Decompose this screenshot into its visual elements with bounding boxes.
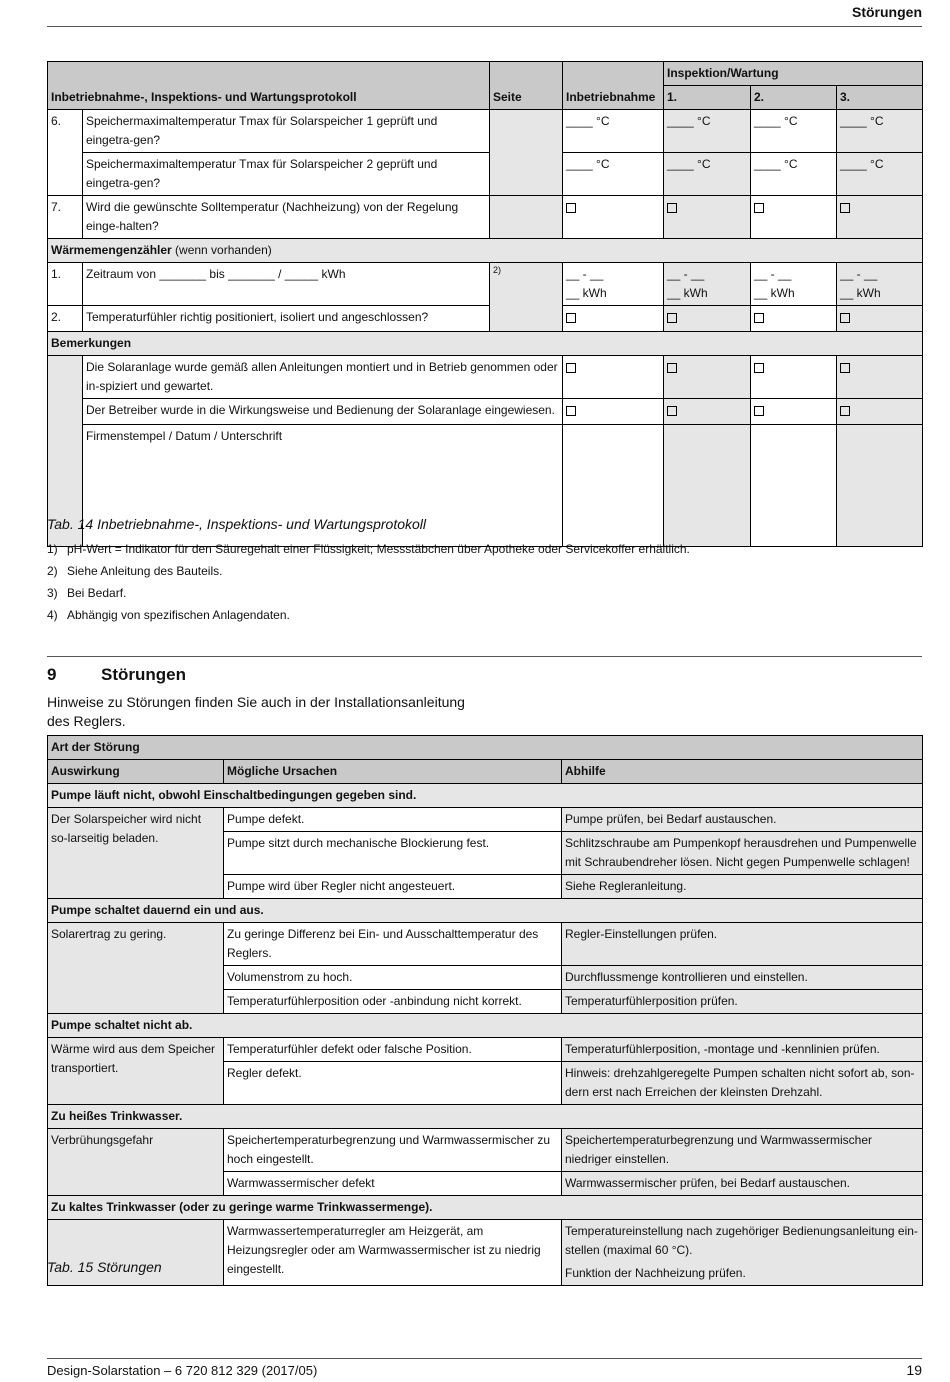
section-title: Wärmemengenzähler (51, 243, 172, 257)
seite-footnote-ref: 2) (490, 263, 563, 332)
group-title: Pumpe läuft nicht, obwohl Einschaltbedingungen gegeben sind. (48, 784, 923, 808)
remedy-cell: Temperaturfühlerposition prüfen. (562, 990, 923, 1014)
row-text: Wird die gewünschte Solltemperatur (Nachheizung) von der Regelung einge-halten? (83, 196, 490, 239)
table-header-row (48, 62, 923, 86)
checkbox-icon[interactable] (566, 313, 576, 323)
checkbox-cell[interactable] (837, 399, 923, 425)
temp-field[interactable]: ____ °C (751, 110, 837, 153)
remedy-cell: Speichertemperaturbegrenzung und Warmwassermischer niedriger einstellen. (562, 1129, 923, 1172)
effect-cell: Wärme wird aus dem Speicher transportiert. (48, 1038, 224, 1105)
footnote (47, 564, 222, 578)
checkbox-icon[interactable] (840, 203, 850, 213)
section-row-waermemengenzaehler (48, 239, 923, 263)
remedy-cell: Pumpe prüfen, bei Bedarf austauschen. (562, 808, 923, 832)
row-text: Speichermaximaltemperatur Tmax für Solarspeicher 2 geprüft und eingetra-gen? (83, 153, 490, 196)
row-text: Speichermaximaltemperatur Tmax für Solarspeicher 1 geprüft und eingetra-gen? (83, 110, 490, 153)
cause-cell: Speichertemperaturbegrenzung und Warmwassermischer zu hoch eingestellt. (224, 1129, 562, 1172)
footnote-text: Siehe Anleitung des Bauteils. (67, 564, 223, 578)
signature-field[interactable] (751, 425, 837, 547)
footnote (47, 608, 290, 622)
section-rule (47, 656, 922, 657)
remedy-cell: Regler-Einstellungen prüfen. (562, 923, 923, 966)
page-number: 19 (906, 1362, 922, 1378)
kwh-field[interactable] (664, 263, 751, 306)
header-ursachen: Mögliche Ursachen (224, 760, 562, 784)
table-header-row (48, 760, 923, 784)
section-row-bemerkungen (48, 332, 923, 356)
temp-field[interactable]: ____ °C (837, 110, 923, 153)
checkbox-cell[interactable] (837, 356, 923, 399)
group-title-row (48, 784, 923, 808)
table-row (48, 1129, 923, 1172)
effect-cell: Der Solarspeicher wird nicht so-larseitig beladen. (48, 808, 224, 899)
footnote-text: Bei Bedarf. (67, 586, 127, 600)
group-title-row (48, 1105, 923, 1129)
group-title: Pumpe schaltet nicht ab. (48, 1014, 923, 1038)
cause-cell: Pumpe defekt. (224, 808, 562, 832)
header-col-2: 2. (751, 86, 837, 110)
checkbox-icon[interactable] (667, 406, 677, 416)
kwh-value: __ kWh (667, 286, 708, 300)
kwh-value: __ kWh (566, 286, 607, 300)
cause-cell: Pumpe wird über Regler nicht angesteuert. (224, 875, 562, 899)
checkbox-cell[interactable] (664, 196, 751, 239)
checkbox-cell[interactable] (563, 196, 664, 239)
table-row (48, 263, 923, 306)
effect-cell-empty (48, 1220, 224, 1286)
footnote-number: 2) (47, 564, 58, 578)
seite-cell (490, 110, 563, 196)
table-caption-15: Tab. 15 Störungen (47, 1259, 162, 1275)
checkbox-cell[interactable] (664, 356, 751, 399)
effect-cell: Solarertrag zu gering. (48, 923, 224, 1014)
temp-field[interactable]: ____ °C (664, 153, 751, 196)
checkbox-icon[interactable] (667, 203, 677, 213)
header-col-3: 3. (837, 86, 923, 110)
table-row (48, 1220, 923, 1263)
kwh-field[interactable] (563, 263, 664, 306)
table-row (48, 399, 923, 425)
remedy-cell: Funktion der Nachheizung prüfen. (562, 1262, 923, 1286)
header-inspektion: Inspektion/Wartung (664, 62, 923, 86)
checkbox-icon[interactable] (754, 363, 764, 373)
checkbox-cell[interactable] (751, 196, 837, 239)
temp-field[interactable]: ____ °C (563, 153, 664, 196)
group-title-row (48, 1196, 923, 1220)
faults-table (47, 735, 923, 1286)
checkbox-icon[interactable] (754, 406, 764, 416)
cause-cell: Warmwassermischer defekt (224, 1172, 562, 1196)
group-title: Zu kaltes Trinkwasser (oder zu geringe warme Trinkwassermenge). (48, 1196, 923, 1220)
header-col-1: 1. (664, 86, 751, 110)
footnote-text: Abhängig von spezifischen Anlagendaten. (67, 608, 290, 622)
temp-field[interactable]: ____ °C (751, 153, 837, 196)
section-suffix: (wenn vorhanden) (171, 243, 272, 257)
remedy-cell: Siehe Regleranleitung. (562, 875, 923, 899)
footnote-number: 1) (47, 542, 58, 556)
checkbox-icon[interactable] (754, 313, 764, 323)
row-text: Zeitraum von _______ bis _______ / _____ kWh (83, 263, 490, 306)
checkbox-cell[interactable] (563, 306, 664, 332)
section-heading (47, 665, 186, 685)
footnote (47, 586, 126, 600)
cause-cell: Warmwassertemperaturregler am Heizgerät, am Heizungsregler oder am Warmwassermischer ist zu niedrig eingestellt. (224, 1220, 562, 1286)
kwh-field[interactable] (837, 263, 923, 306)
kwh-value: __ kWh (840, 286, 881, 300)
header-auswirkung: Auswirkung (48, 760, 224, 784)
checkbox-cell[interactable] (563, 399, 664, 425)
cause-cell: Zu geringe Differenz bei Ein- und Ausschalttemperatur des Reglers. (224, 923, 562, 966)
remedy-cell: Schlitzschraube am Pumpenkopf herausdrehen und Pumpenwelle mit Schraubendreher lösen. Nicht gegen Pumpenwelle schlagen! (562, 832, 923, 875)
running-header: Störungen (852, 4, 922, 20)
temp-field[interactable]: ____ °C (837, 153, 923, 196)
table-row (48, 306, 923, 332)
header-protocol: Inbetriebnahme-, Inspektions- und Wartungsprotokoll (48, 62, 490, 110)
checkbox-cell[interactable] (751, 356, 837, 399)
section-title: Störungen (101, 665, 186, 684)
checkbox-icon[interactable] (566, 203, 576, 213)
checkbox-cell[interactable] (751, 399, 837, 425)
row-text: Temperaturfühler richtig positioniert, isoliert und angeschlossen? (83, 306, 490, 332)
group-title-row (48, 1014, 923, 1038)
cause-cell: Regler defekt. (224, 1062, 562, 1105)
checkbox-icon[interactable] (667, 313, 677, 323)
table-header-row (48, 736, 923, 760)
checkbox-icon[interactable] (840, 313, 850, 323)
temp-field[interactable]: ____ °C (563, 110, 664, 153)
header-seite: Seite (490, 62, 563, 110)
kwh-value: __ kWh (754, 286, 795, 300)
cause-cell: Temperaturfühlerposition oder -anbindung nicht korrekt. (224, 990, 562, 1014)
protocol-table (47, 61, 923, 547)
checkbox-icon[interactable] (840, 363, 850, 373)
checkbox-icon[interactable] (754, 203, 764, 213)
checkbox-cell[interactable] (837, 306, 923, 332)
kwh-field[interactable] (751, 263, 837, 306)
footnote-number: 3) (47, 586, 58, 600)
signature-label: Firmenstempel / Datum / Unterschrift (83, 425, 563, 547)
table-row (48, 808, 923, 832)
table-row (48, 1038, 923, 1062)
signature-field[interactable] (664, 425, 751, 547)
checkbox-cell[interactable] (563, 356, 664, 399)
section-number: 9 (47, 665, 57, 684)
header-art: Art der Störung (48, 736, 923, 760)
footer-rule (47, 1358, 922, 1359)
table-row (48, 923, 923, 966)
remedy-cell: Temperaturfühlerposition, -montage und -kennlinien prüfen. (562, 1038, 923, 1062)
signature-field[interactable] (563, 425, 664, 547)
section-title: Bemerkungen (48, 332, 923, 356)
footnote-number: 4) (47, 608, 58, 622)
checkbox-icon[interactable] (566, 363, 576, 373)
signature-field[interactable] (837, 425, 923, 547)
footnote-text: pH-Wert = Indikator für den Säuregehalt einer Flüssigkeit; Messstäbchen über Apotheke oder Servicekoffer erhältlich. (67, 542, 690, 556)
temp-field[interactable]: ____ °C (664, 110, 751, 153)
row-text: Die Solaranlage wurde gemäß allen Anleitungen montiert und in Betrieb genommen oder in-spiziert und gewartet. (83, 356, 563, 399)
footer-document-id: Design-Solarstation – 6 720 812 329 (2017/05) (47, 1363, 318, 1378)
table-row (48, 196, 923, 239)
checkbox-cell[interactable] (837, 196, 923, 239)
checkbox-icon[interactable] (566, 406, 576, 416)
checkbox-icon[interactable] (667, 363, 677, 373)
cause-cell: Temperaturfühler defekt oder falsche Position. (224, 1038, 562, 1062)
effect-cell: Verbrühungsgefahr (48, 1129, 224, 1196)
table-row (48, 153, 923, 196)
kwh-range: __ - __ (566, 267, 604, 281)
kwh-range: __ - __ (754, 267, 792, 281)
remedy-cell: Temperatureinstellung nach zugehöriger Bedienungsanleitung ein-stellen (maximal 60 °C). (562, 1220, 923, 1263)
table-row (48, 356, 923, 399)
row-number: 6. (48, 110, 83, 196)
kwh-range: __ - __ (667, 267, 705, 281)
row-number: 2. (48, 306, 83, 332)
group-title: Pumpe schaltet dauernd ein und aus. (48, 899, 923, 923)
group-title: Zu heißes Trinkwasser. (48, 1105, 923, 1129)
seite-cell (490, 196, 563, 239)
remedy-cell: Warmwassermischer prüfen, bei Bedarf austauschen. (562, 1172, 923, 1196)
row-text: Der Betreiber wurde in die Wirkungsweise und Bedienung der Solaranlage eingewiesen. (83, 399, 563, 425)
footnote (47, 542, 690, 556)
checkbox-cell[interactable] (751, 306, 837, 332)
group-title-row (48, 899, 923, 923)
cause-cell: Volumenstrom zu hoch. (224, 966, 562, 990)
table-caption-14: Tab. 14 Inbetriebnahme-, Inspektions- und Wartungsprotokoll (47, 516, 427, 532)
checkbox-cell[interactable] (664, 306, 751, 332)
row-number: 1. (48, 263, 83, 306)
table-row (48, 110, 923, 153)
header-rule (47, 26, 922, 27)
checkbox-icon[interactable] (840, 406, 850, 416)
kwh-range: __ - __ (840, 267, 878, 281)
remedy-cell: Durchflussmenge kontrollieren und einstellen. (562, 966, 923, 990)
row-number: 7. (48, 196, 83, 239)
header-inbetriebnahme: Inbetriebnahme (563, 62, 664, 110)
section-intro: Hinweise zu Störungen finden Sie auch in der Installationsanleitung des Reglers. (47, 694, 465, 729)
remedy-cell: Hinweis: drehzahlgeregelte Pumpen schalten nicht sofort ab, son-dern erst nach Erreichen der kleinsten Drehzahl. (562, 1062, 923, 1105)
header-abhilfe: Abhilfe (562, 760, 923, 784)
cause-cell: Pumpe sitzt durch mechanische Blockierung fest. (224, 832, 562, 875)
checkbox-cell[interactable] (664, 399, 751, 425)
